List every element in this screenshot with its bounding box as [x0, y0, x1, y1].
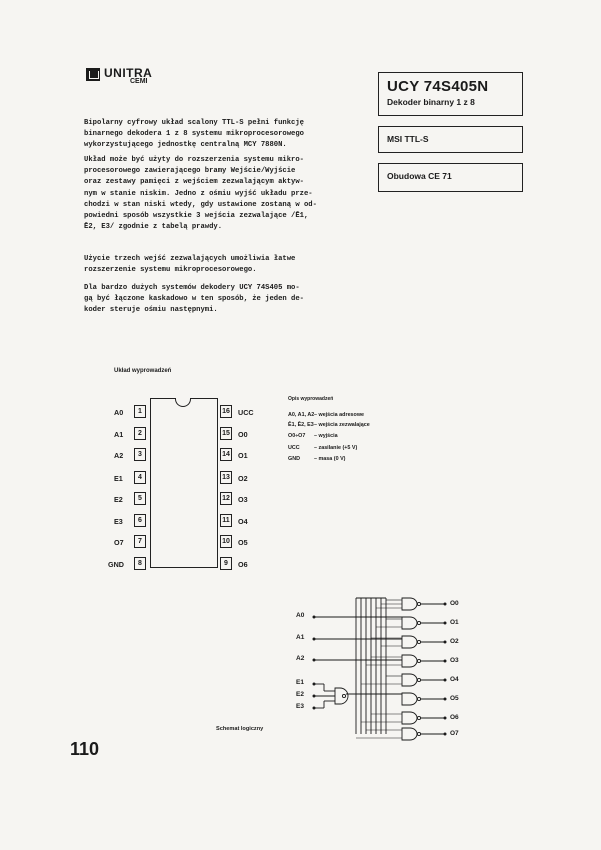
paragraph-cascade — [84, 283, 350, 317]
pin-description-row — [288, 422, 370, 428]
schematic-output-label: O2 — [450, 638, 459, 645]
text-line: powiedni sposób wszystkie 3 wejścia zezwalające /Ē1, — [84, 212, 309, 221]
enable-and-gate — [335, 688, 348, 704]
schematic-input-label: A1 — [296, 634, 305, 641]
pin-description-title: Opis wyprowadzeń — [288, 396, 334, 402]
pin-description-name: Ē1, Ē2, E3 — [288, 422, 314, 428]
pin-label-right: O5 — [238, 538, 248, 547]
family-box — [378, 126, 523, 153]
schematic-output-label: O7 — [450, 730, 459, 737]
pin-description-row — [288, 412, 365, 418]
logo-name: UNITRA — [104, 66, 153, 80]
paragraph-intro — [84, 118, 350, 152]
pin-description-name: GND — [288, 456, 300, 462]
pin-description-name: O0÷O7 — [288, 433, 306, 439]
schematic-enable-label: E2 — [296, 691, 304, 698]
text-line: Dla bardzo dużych systemów dekodery UCY 74S405 mo- — [84, 284, 300, 292]
pin-number: 14 — [220, 448, 232, 461]
text-line: Bipolarny cyfrowy układ scalony TTL-S pełni funkcję — [84, 119, 304, 127]
pin-description-row — [288, 433, 338, 439]
part-function: Dekoder binarny 1 z 8 — [387, 97, 475, 107]
pin-description-row — [288, 456, 346, 462]
part-number-box — [378, 72, 523, 116]
pin-label-right: O6 — [238, 560, 248, 569]
pin-description-text: – masa (0 V) — [314, 456, 346, 462]
pin-number: 3 — [134, 448, 146, 461]
family-label: MSI TTL-S — [387, 134, 429, 144]
part-number: UCY 74S405N — [387, 78, 489, 95]
pin-number: 8 — [134, 557, 146, 570]
logo-sub: CEMI — [130, 78, 148, 85]
pin-label-right: UCC — [238, 408, 254, 417]
schematic-input-label: A2 — [296, 655, 305, 662]
pin-number: 10 — [220, 535, 232, 548]
pin-label-right: O3 — [238, 495, 248, 504]
pin-label-right: O1 — [238, 451, 248, 460]
pin-label-left: E2 — [114, 495, 123, 504]
unitra-logo-mark-icon — [86, 68, 100, 81]
output-gates — [402, 598, 445, 740]
pin-number: 16 — [220, 405, 232, 418]
paragraph-enables — [84, 254, 350, 276]
schematic-output-label: O4 — [450, 676, 459, 683]
pinout-title: Układ wyprowadzeń — [114, 368, 172, 374]
text-line: procesorowego zawierającego bramy Wejście/Wyjście — [84, 167, 296, 176]
pin-description-name: UCC — [288, 445, 300, 451]
pin-label-right: O2 — [238, 474, 248, 483]
text-line: Układ może być użyty do rozszerzenia systemu mikro- — [84, 156, 304, 164]
text-line: binarnego dekodera 1 z 8 systemu mikroprocesorowego — [84, 130, 304, 139]
pin-description-text: – zasilanie (+5 V) — [314, 445, 358, 451]
schematic-title: Schemat logiczny — [216, 726, 264, 732]
schematic-output-label: O3 — [450, 657, 459, 664]
text-line: nym w stanie niskim. Jedno z ośmiu wyjść układu prze- — [84, 189, 313, 198]
pin-number: 2 — [134, 427, 146, 440]
text-line: gą być łączone kaskadowo w ten sposób, że jeden de- — [84, 295, 304, 304]
package-box — [378, 163, 523, 192]
schematic-output-label: O0 — [450, 600, 459, 607]
pin-number: 13 — [220, 471, 232, 484]
text-line: wykorzystującego jednostkę centralną MCY 7880N. — [84, 141, 287, 150]
pin-label-left: O7 — [114, 538, 124, 547]
pin-number: 12 — [220, 492, 232, 505]
ic-package-outline — [150, 398, 218, 568]
pin-label-left: A1 — [114, 430, 124, 439]
pin-number: 5 — [134, 492, 146, 505]
pin-label-right: O4 — [238, 517, 248, 526]
schematic-output-label: O1 — [450, 619, 459, 626]
pin-number: 6 — [134, 514, 146, 527]
pin-number: 4 — [134, 471, 146, 484]
pin-description-text: – wyjścia — [314, 433, 338, 439]
text-line: Ē2, E3/ zgodnie z tabelą prawdy. — [84, 223, 223, 232]
paragraph-usage — [84, 155, 350, 233]
pin-number: 11 — [220, 514, 232, 527]
pin-number: 7 — [134, 535, 146, 548]
pin-description-row — [288, 445, 358, 451]
pin-description-text: – wejścia adresowe — [314, 412, 365, 418]
text-line: koder steruje ośmiu następnymi. — [84, 306, 218, 315]
pin-label-left: A0 — [114, 408, 124, 417]
page-number: 110 — [70, 739, 100, 759]
pin-number: 9 — [220, 557, 232, 570]
schematic-output-label: O5 — [450, 695, 459, 702]
pin-description-text: – wejścia zezwalające — [314, 422, 370, 428]
schematic-enable-label: E3 — [296, 703, 304, 710]
pin-description-name: A0, A1, A2 — [288, 412, 315, 418]
schematic-enable-label: E1 — [296, 679, 304, 686]
pin-label-right: O0 — [238, 430, 248, 439]
pin-label-left: E3 — [114, 517, 123, 526]
pin-number: 1 — [134, 405, 146, 418]
package-label: Obudowa CE 71 — [387, 171, 452, 181]
text-line: oraz zestawy pamięci z wejściem zezwalającym aktyw- — [84, 178, 304, 187]
schematic-input-label: A0 — [296, 612, 305, 619]
text-line: chodzi w stan niski wtedy, gdy ustawione zostaną w od- — [84, 200, 317, 209]
pin-label-left: GND — [108, 560, 124, 569]
text-line: rozszerzenie systemu mikroprocesorowego. — [84, 266, 257, 275]
pin-number: 15 — [220, 427, 232, 440]
schematic-output-label: O6 — [450, 714, 459, 721]
pin-label-left: E1 — [114, 474, 123, 483]
text-line: Użycie trzech wejść zezwalających umożliwia łatwe — [84, 255, 296, 263]
pin-label-left: A2 — [114, 451, 124, 460]
